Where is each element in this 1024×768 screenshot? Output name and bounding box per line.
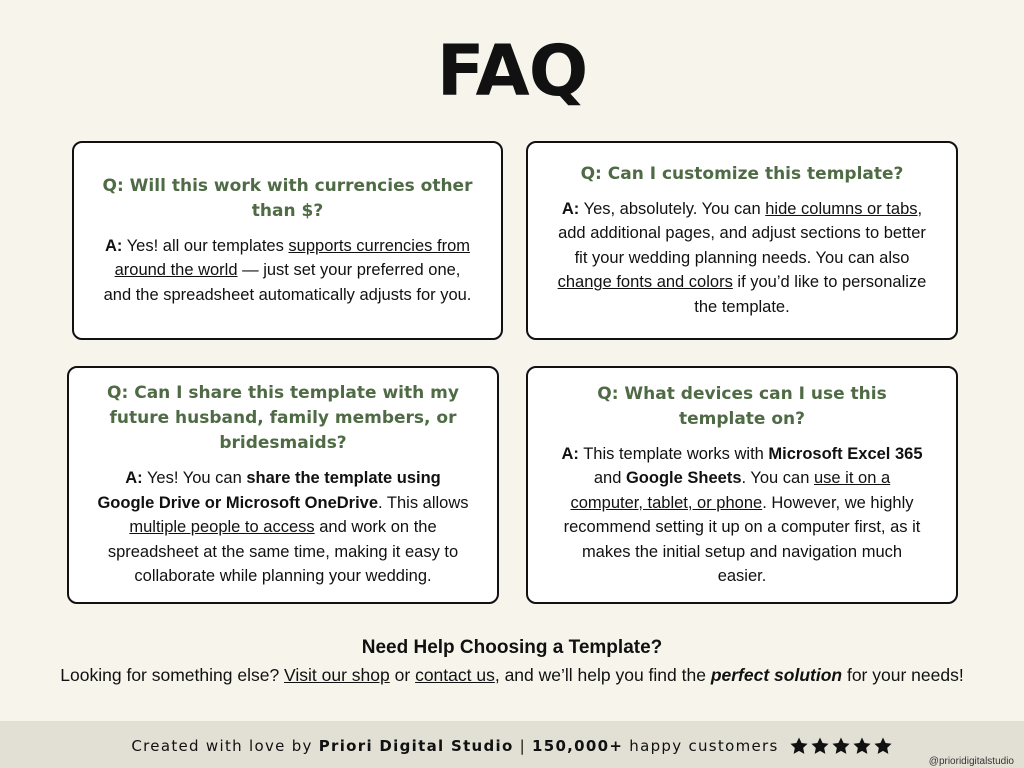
answer-label: A: — [104, 236, 123, 255]
faq-question: Q: What devices can I use this template on? — [597, 383, 887, 429]
answer-text: and work on the spreadsheet at the same time, making it easy to collaborate while planning your wedding. — [107, 518, 459, 586]
answer-text: , add additional pages, and adjust sections to better fit your wedding planning needs. You can also — [558, 199, 926, 267]
faq-card-devices — [526, 366, 958, 604]
answer-text: and — [593, 469, 626, 487]
answer-text: Yes! You can — [142, 469, 247, 488]
answer-bold: Microsoft Excel 365 — [768, 444, 923, 463]
faq-card-currencies — [72, 141, 503, 340]
faq-answer — [97, 466, 469, 589]
answer-label: A: — [561, 444, 579, 463]
help-text-3: , and we’ll help you find the — [494, 665, 711, 685]
answer-text: . This allows — [378, 493, 469, 512]
answer-link[interactable]: multiple people to access — [129, 518, 315, 537]
help-text-2: or — [389, 665, 416, 685]
answer-link[interactable]: supports currencies from around the world — [114, 236, 470, 280]
answer-label: A: — [125, 469, 143, 488]
faq-question: Q: Will this work with currencies other than $? — [102, 175, 473, 221]
faq-question: Q: Can I customize this template? — [580, 163, 904, 184]
faq-question: Q: Can I share this template with my future husband, family members, or bridesmaids? — [107, 383, 459, 454]
star-icon — [852, 736, 872, 756]
help-title: Need Help Choosing a Template? — [361, 637, 663, 658]
footer-studio: Priori Digital Studio — [318, 737, 514, 755]
answer-link[interactable]: change fonts and colors — [557, 273, 733, 292]
footer-prefix: Created with love by — [131, 737, 313, 755]
answer-label: A: — [561, 199, 580, 218]
answer-link[interactable]: use it on a computer, tablet, or phone — [570, 469, 891, 512]
star-icon — [810, 736, 830, 756]
star-icon — [873, 736, 893, 756]
social-handle: @prioridigitalstudio — [928, 756, 1014, 767]
answer-bold: share the template using Google Drive or Microsoft OneDrive — [97, 469, 441, 512]
answer-text: . However, we highly recommend setting it up on a computer first, as it makes the initial setup and navigation much easier. — [563, 493, 921, 585]
footer-customers-text: happy customers — [629, 737, 779, 755]
faq-card-customize — [526, 141, 958, 340]
answer-text: if you’d like to personalize the template. — [694, 273, 927, 316]
faq-answer — [556, 442, 928, 589]
page-title: FAQ — [436, 30, 588, 112]
footer-credits — [0, 736, 1024, 756]
answer-bold: Google Sheets — [625, 469, 742, 487]
perfect-solution-emphasis: perfect solution — [710, 665, 843, 685]
contact-us-link[interactable]: contact us — [415, 665, 495, 685]
footer-customers-count: 150,000+ — [531, 737, 624, 755]
answer-text: This template works with — [578, 444, 769, 463]
star-rating — [789, 736, 893, 756]
footer-separator: | — [519, 737, 526, 755]
star-icon — [789, 736, 809, 756]
faq-answer — [556, 197, 928, 320]
faq-card-share — [67, 366, 499, 604]
answer-link[interactable]: hide columns or tabs — [765, 199, 918, 218]
help-text-1: Looking for something else? — [60, 665, 285, 685]
help-text-4: for your needs! — [842, 665, 964, 685]
help-text — [0, 665, 1024, 686]
answer-text: . You can — [741, 469, 814, 487]
answer-text: Yes! all our templates — [122, 236, 289, 255]
star-icon — [831, 736, 851, 756]
answer-text: Yes, absolutely. You can — [579, 199, 766, 218]
faq-answer — [102, 234, 473, 308]
answer-text: — just set your preferred one, and the spreadsheet automatically adjusts for you. — [103, 261, 472, 304]
visit-shop-link[interactable]: Visit our shop — [284, 665, 390, 685]
